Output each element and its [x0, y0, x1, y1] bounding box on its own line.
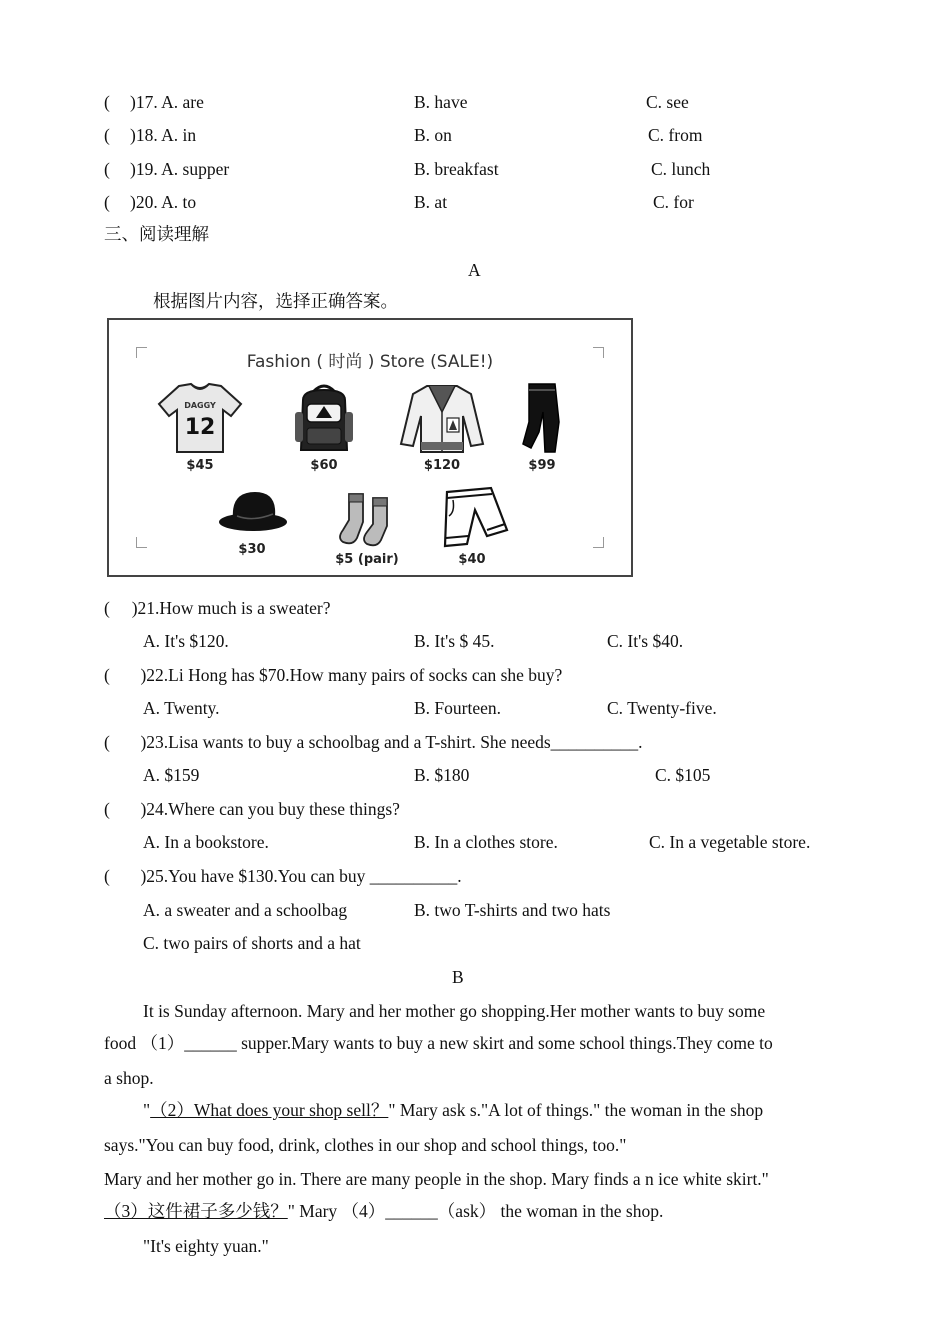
answer-paren[interactable]: ( — [104, 799, 141, 819]
part-a-label: A — [468, 260, 481, 280]
question-number: )17. A. are — [130, 92, 204, 112]
question-21: ( )21.How much is a sweater? — [104, 598, 331, 618]
passage-b-line-1: It is Sunday afternoon. Mary and her mother go shopping.Her mother wants to buy some — [143, 1001, 766, 1021]
question-number: )19. A. supper — [130, 159, 230, 179]
hat-icon — [215, 488, 289, 538]
q24-option-b: B. In a clothes store. — [414, 832, 558, 852]
q21-option-b: B. It's $ 45. — [414, 631, 495, 651]
socks-item — [322, 490, 412, 567]
q22-option-a: A. Twenty. — [143, 698, 220, 718]
q25-option-a: A. a sweater and a schoolbag — [143, 900, 348, 920]
svg-text:DAGGY: DAGGY — [184, 401, 216, 410]
option-c: C. see — [646, 92, 689, 112]
shorts-item — [427, 486, 517, 567]
question-number: )20. A. to — [130, 192, 197, 212]
passage-b-line-2: food （1）______ supper.Mary wants to buy a new skirt and some school things.They come to — [104, 1033, 773, 1053]
option-b: B. breakfast — [414, 159, 499, 179]
answer-paren[interactable]: ( — [104, 159, 110, 179]
answer-paren[interactable]: ( — [104, 92, 110, 112]
shorts-price: $40 — [458, 552, 486, 567]
sweater-item — [397, 382, 487, 473]
q24-option-a: A. In a bookstore. — [143, 832, 269, 852]
answer-paren[interactable]: ( — [104, 665, 141, 685]
trousers-item — [497, 382, 587, 473]
q22-option-b: B. Fourteen. — [414, 698, 502, 718]
section-title: 三、阅读理解 — [104, 224, 209, 244]
question-25: ( )25.You have $130.You can buy __________. — [104, 866, 462, 886]
tshirt-icon — [157, 382, 243, 454]
part-b-label: B — [452, 967, 464, 987]
schoolbag-price: $60 — [310, 458, 338, 473]
fashion-store-picture — [107, 318, 633, 577]
hat-item — [207, 488, 297, 557]
part-a-instruction: 根据图片内容，选择正确答案。 — [153, 291, 398, 311]
passage-b-line-3: a shop. — [104, 1068, 154, 1088]
schoolbag-item — [279, 382, 369, 473]
passage-b-line-5: says."You can buy food, drink, clothes in our shop and school things, too." — [104, 1135, 627, 1155]
underlined-sentence-3: （3）这件裙子多少钱？ — [104, 1201, 288, 1221]
question-23: ( )23.Lisa wants to buy a schoolbag and a T-shirt. She needs__________. — [104, 732, 643, 752]
tshirt-item — [155, 382, 245, 473]
q23-option-a: A. $159 — [143, 765, 200, 785]
q25-option-c: C. two pairs of shorts and a hat — [143, 933, 361, 953]
store-title: Fashion ( 时尚 ) Store (SALE!) — [246, 352, 494, 372]
socks-price: $5 (pair) — [335, 552, 399, 567]
sweater-price: $120 — [423, 458, 461, 473]
svg-text:12: 12 — [184, 415, 216, 440]
option-c: C. lunch — [651, 159, 711, 179]
q24-option-c: C. In a vegetable store. — [649, 832, 811, 852]
tshirt-price: $45 — [186, 458, 214, 473]
q23-option-b: B. $180 — [414, 765, 470, 785]
option-b: B. have — [414, 92, 468, 112]
socks-icon — [335, 490, 399, 548]
option-b: B. on — [414, 125, 452, 145]
sweater-icon — [399, 382, 485, 454]
passage-b-line-6: Mary and her mother go in. There are many people in the shop. Mary finds a n ice white skirt." — [104, 1169, 769, 1189]
hat-price: $30 — [238, 542, 266, 557]
answer-paren[interactable]: ( — [104, 192, 110, 212]
trousers-icon — [517, 382, 567, 454]
answer-paren[interactable]: ( — [104, 125, 110, 145]
q22-option-c: C. Twenty-five. — [607, 698, 717, 718]
answer-paren[interactable]: ( — [104, 866, 141, 886]
trousers-price: $99 — [528, 458, 556, 473]
question-22: ( )22.Li Hong has $70.How many pairs of socks can she buy? — [104, 665, 563, 685]
q21-option-a: A. It's $120. — [143, 631, 229, 651]
question-24: ( )24.Where can you buy these things? — [104, 799, 400, 819]
option-b: B. at — [414, 192, 448, 212]
q23-option-c: C. $105 — [655, 765, 711, 785]
passage-b-line-8: "It's eighty yuan." — [143, 1236, 269, 1256]
answer-paren[interactable]: ( — [104, 732, 141, 752]
q21-option-c: C. It's $40. — [607, 631, 684, 651]
question-number: )18. A. in — [130, 125, 197, 145]
option-c: C. for — [653, 192, 694, 212]
option-c: C. from — [648, 125, 703, 145]
q25-option-b: B. two T-shirts and two hats — [414, 900, 611, 920]
underlined-sentence-2: （2）What does your shop sell？ — [150, 1100, 389, 1120]
shorts-icon — [435, 486, 509, 548]
answer-paren[interactable]: ( — [104, 598, 132, 618]
schoolbag-icon — [289, 382, 359, 454]
passage-b-line-4: "（2）What does your shop sell？" Mary ask s."A lot of things." the woman in the shop — [143, 1100, 764, 1120]
passage-b-line-7: （3）这件裙子多少钱？" Mary （4）______（ask） the woman in the shop. — [104, 1201, 664, 1221]
